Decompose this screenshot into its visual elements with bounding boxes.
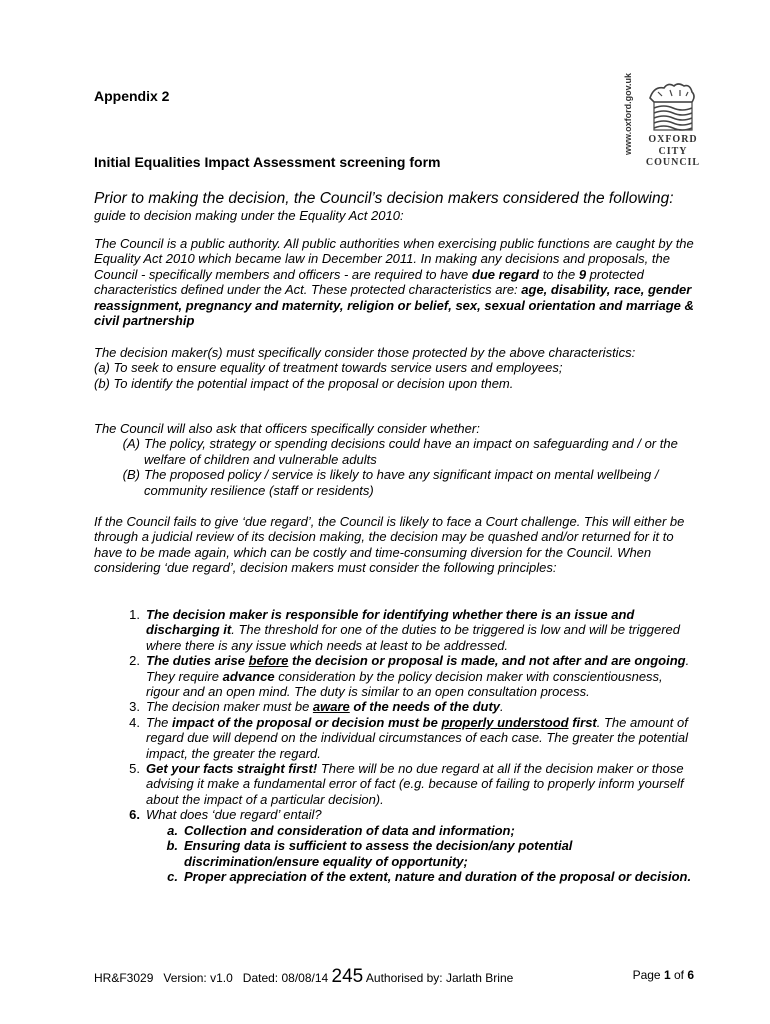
due-regard-sub-item	[94, 838, 694, 869]
para1-text-e: protected characteristics defined under the Act. These protected characteristics are:	[94, 266, 644, 298]
para3-item-number: (A)	[122, 436, 140, 452]
principle-item	[94, 653, 694, 699]
principle-underline: aware	[312, 699, 350, 715]
principle-bold: The duties arise	[146, 653, 249, 669]
sub-item-letter: c.	[167, 868, 178, 884]
principle-bold: Get your facts straight first!	[146, 761, 318, 777]
principle-item	[94, 807, 694, 822]
page-footer	[94, 966, 694, 988]
para2-item-a: (a) To seek to ensure equality of treatment towards service users and employees;	[94, 360, 563, 376]
para3-item-text: The policy, strategy or spending decisions could have an impact on safeguarding and / or the welfare of children and vulnerable adults	[144, 436, 678, 467]
principle-text: . The threshold for one of the duties to be triggered is low and will be triggered where there is any issue which needs at least to be addressed.	[146, 622, 680, 653]
protected-characteristics-list: age, disability, race, gender reassignment, pregnancy and maternity, religion or belief, sex, sexual orientation and marriage & civil partnership	[94, 282, 694, 329]
footer-dated: Dated: 08/08/14	[242, 971, 329, 985]
principle-number: 6.	[129, 807, 140, 823]
logo-line-council: COUNCIL	[645, 157, 701, 168]
principle-bold: of the needs of the duty	[349, 699, 501, 715]
para3-item	[94, 467, 694, 498]
footer-authorised: Authorised by: Jarlath Brine	[365, 971, 514, 985]
principle-underline: properly understood	[441, 714, 569, 730]
principle-bold: first	[568, 714, 597, 730]
para1-text-c: to the	[539, 266, 579, 282]
decision-maker-paragraph	[94, 345, 694, 391]
principle-number: 2.	[129, 653, 140, 669]
principle-number: 5.	[129, 761, 140, 777]
principle-text: There will be no due regard at all if the decision maker or those advising it make a fundamental error of fact (e.g. because of failing to properly inform yourself about the impact of a particular decision).	[146, 761, 684, 807]
principle-number: 4.	[129, 714, 140, 730]
para3-intro: The Council will also ask that officers specifically consider whether:	[94, 421, 480, 436]
footer-ref: HR&F3029	[94, 971, 154, 985]
principle-number: 3.	[129, 699, 140, 715]
officers-consider-paragraph	[94, 421, 694, 498]
page-of: of	[670, 968, 688, 982]
principle-item	[94, 761, 694, 807]
page-current: 1	[663, 968, 671, 982]
form-title: Initial Equalities Impact Assessment screening form	[94, 154, 441, 170]
logo-line-city: CITY	[658, 145, 688, 157]
para2-item-b: (b) To identify the potential impact of the proposal or decision upon them.	[94, 375, 514, 391]
due-regard-sub-item	[94, 869, 694, 884]
principle-bold: the decision or proposal is made, and not after and are ongoing	[288, 653, 686, 669]
intro-subheading: guide to decision making under the Equality Act 2010:	[94, 208, 404, 223]
principle-text: What does ‘due regard’ entail?	[146, 807, 322, 823]
principle-bold: The decision maker is responsible for identifying whether there is an issue and discharging it	[146, 607, 635, 638]
oxford-city-council-logo	[616, 72, 706, 172]
sub-item-letter: b.	[166, 838, 178, 854]
logo-line-oxford: OXFORD	[648, 134, 698, 145]
principle-bold: impact of the proposal or decision must be	[172, 714, 442, 730]
page-label: Page	[632, 968, 664, 982]
principles-list	[94, 607, 694, 884]
principle-text: The	[146, 714, 173, 730]
principle-bold: advance	[222, 668, 275, 684]
para3-item	[94, 436, 694, 467]
public-authority-paragraph	[94, 236, 694, 328]
sub-item-text: Proper appreciation of the extent, nature and duration of the proposal or decision.	[184, 868, 692, 884]
sub-item-text: Collection and consideration of data and information;	[184, 822, 515, 838]
page-total: 6	[687, 968, 694, 982]
principle-text: consideration by the policy decision maker with conscientiousness, rigour and an open mind. The duty is similar to an open consultation process.	[146, 668, 663, 700]
para1-text-a: The Council is a public authority. All public authorities when exercising public functions are caught by the Equality Act 2010 which became law in December 2011. In making any decisions and proposals, the Council - specifically members and officers - are required to have	[94, 236, 694, 282]
due-regard-emphasis: due regard	[471, 266, 540, 282]
footer-page-stamp: 245	[331, 966, 364, 987]
intro-heading: Prior to making the decision, the Council’s decision makers considered the following:	[94, 190, 674, 207]
principle-text: The decision maker must be	[146, 699, 313, 715]
principle-item	[94, 715, 694, 761]
principle-text: . The amount of regard due will depend on the individual circumstances of each case. The greater the potential impact, the greater the regard.	[146, 714, 688, 761]
principle-text: .	[500, 699, 504, 715]
principle-item	[94, 699, 694, 714]
logo-url: www.oxford.gov.uk	[623, 72, 633, 155]
principle-underline: before	[248, 653, 289, 669]
para3-item-text: The proposed policy / service is likely to have any significant impact on mental wellbeing / community resilience (staff or residents)	[144, 467, 659, 498]
principle-number: 1.	[129, 607, 140, 622]
sub-item-text: Ensuring data is sufficient to assess the decision/any potential discrimination/ensure equality of opportunity;	[184, 838, 573, 869]
appendix-label: Appendix 2	[94, 88, 170, 104]
principle-item	[94, 607, 694, 653]
footer-version: Version: v1.0	[163, 971, 233, 985]
footer-page-number	[633, 968, 694, 982]
crest-icon	[644, 78, 700, 132]
principle-text: . They require	[146, 653, 690, 684]
sub-item-letter: a.	[167, 822, 178, 838]
para2-intro: The decision maker(s) must specifically consider those protected by the above characteristics:	[94, 345, 636, 360]
para3-item-number: (B)	[122, 467, 140, 483]
nine-emphasis: 9	[578, 266, 587, 282]
court-challenge-paragraph: If the Council fails to give ‘due regard’, the Council is likely to face a Court challenge. This will either be through a judicial review of its decision making, the decision may be quashed and/or returned for it to have to be made again, which can be costly and time-consuming diversion for the Council. When considering ‘due regard’, decision makers must consider the following principles:	[94, 514, 685, 576]
intro-block	[94, 190, 694, 223]
due-regard-sub-item	[94, 823, 694, 838]
